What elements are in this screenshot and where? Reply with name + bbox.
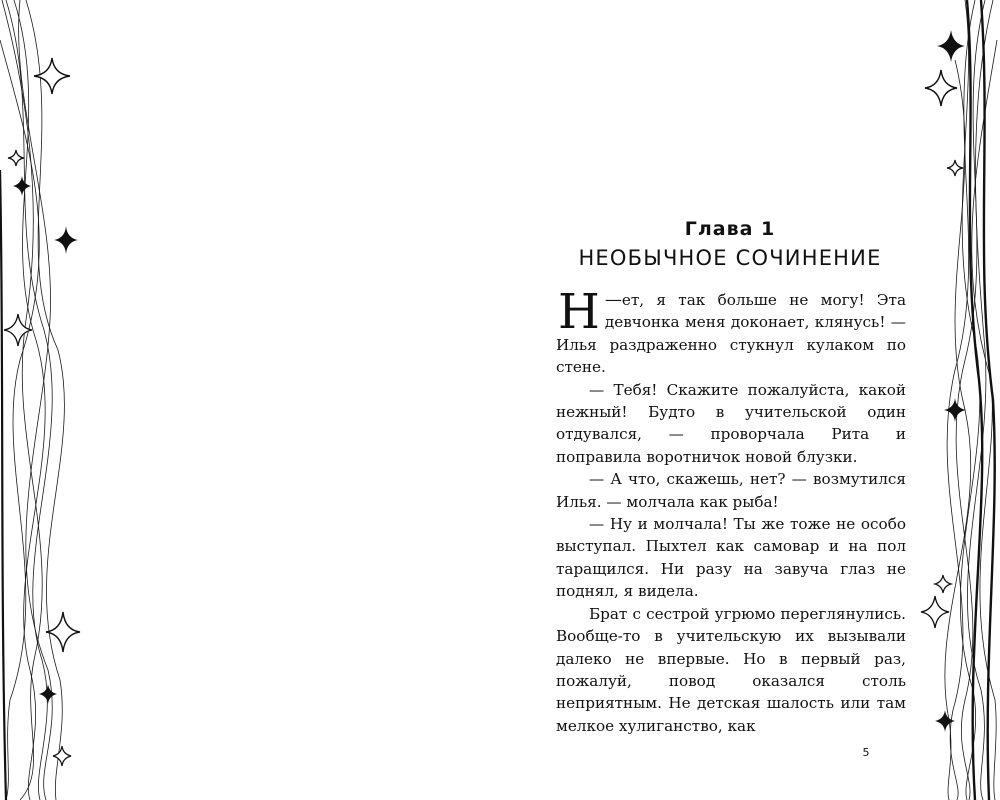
paragraph-5: Брат с сестрой угрюмо переглянулись. Вообще-то в учительскую их вызывали далеко не впервые. Но в первый раз, пожалуй, повод оказался столь неприятным. Не детская шалость или там мелкое хулиганство, как — [556, 604, 906, 735]
right-wave-border-decoration — [905, 0, 1000, 800]
chapter-label: Глава 1 — [684, 218, 776, 240]
sparkle-icon — [937, 30, 965, 62]
sparkle-icon — [54, 226, 78, 254]
left-wave-lines — [0, 0, 64, 800]
sparkle-icon — [925, 70, 957, 106]
paragraph-1 — [556, 284, 906, 379]
sparkle-icon — [53, 746, 71, 766]
sparkle-icon — [13, 176, 31, 196]
opening-dash: — — [604, 290, 622, 310]
paragraph-4: — Ну и молчала! Ты же тоже не особо выступал. Пыхтел как самовар и на пол таращился. Ни разу на завуча глаз не поднял, я видела. — [556, 515, 906, 601]
sparkle-icon — [8, 150, 24, 166]
paragraph-2: — Тебя! Скажите пожалуйста, какой нежный! Будто в учительской один отдувался, — проворчала Рита и поправила воротничок новой блузки. — [556, 380, 906, 466]
page-number: 5 — [862, 746, 870, 759]
body-text — [556, 284, 906, 737]
sparkle-icon — [935, 575, 951, 593]
sparkle-icon — [921, 596, 949, 628]
left-wave-border-decoration — [0, 0, 90, 800]
sparkle-icon — [34, 58, 70, 94]
chapter-title: НЕОБЫЧНОЕ СОЧИНЕНИЕ — [578, 246, 882, 270]
sparkle-icon — [947, 160, 963, 176]
paragraph-1-text: ет, я так больше не могу! Эта девчонка меня доконает, клянусь! — Илья раздраженно стукнул кулаком по стене. — [556, 291, 906, 377]
sparkle-icon — [4, 314, 32, 346]
paragraph-3: — А что, скажешь, нет? — возмутился Илья. — молчала как рыба! — [556, 470, 906, 511]
sparkle-icon — [39, 684, 57, 704]
drop-cap: Н — [558, 284, 600, 340]
